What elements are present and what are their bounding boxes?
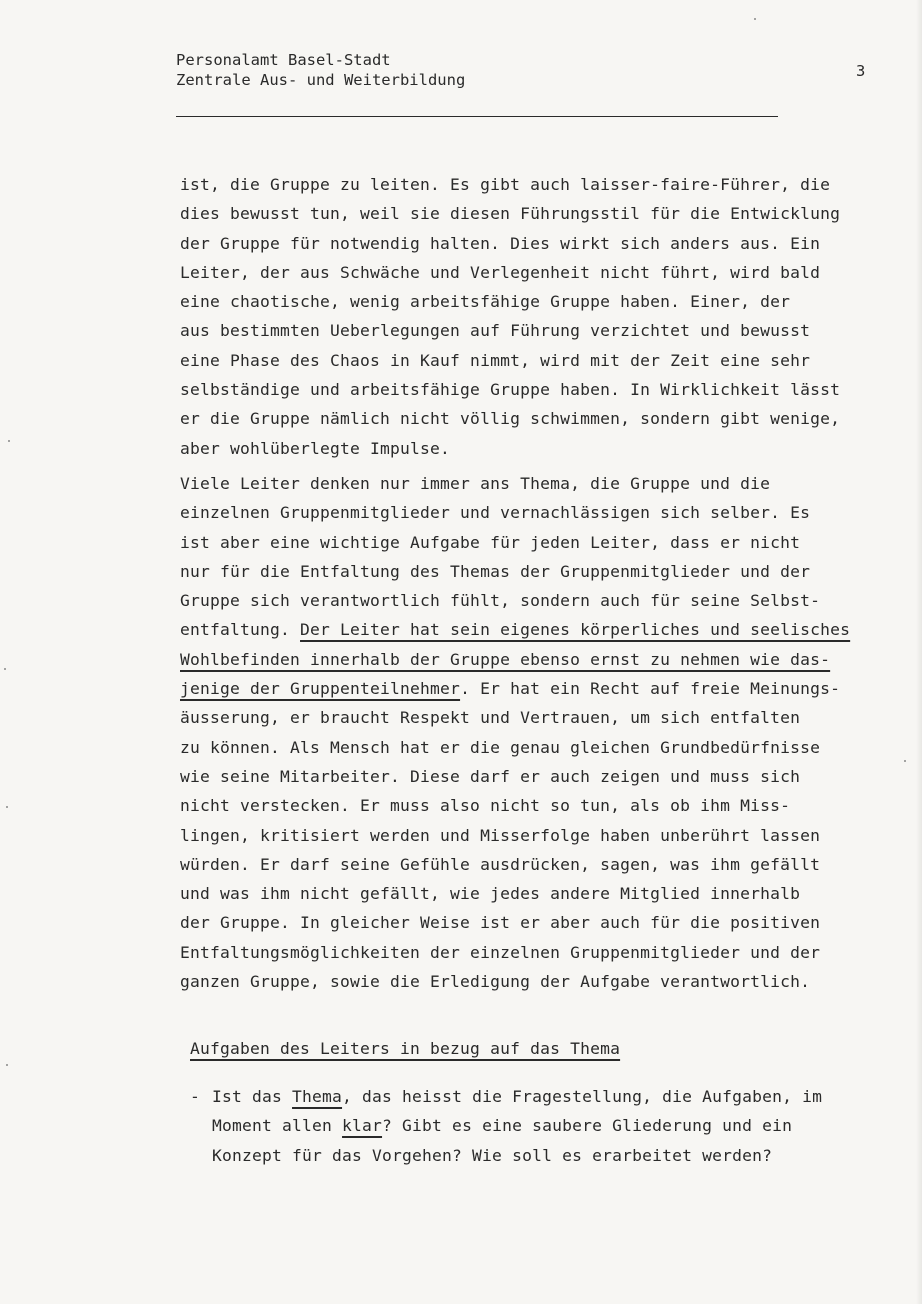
plain-text: . Er hat ein Recht auf freie Meinungs-	[460, 679, 841, 699]
scan-speck	[8, 440, 10, 442]
paragraph-1-line: dies bewusst tun, weil sie diesen Führungsstil für die Entwicklung	[180, 204, 841, 224]
page-edge-shadow	[916, 0, 922, 1304]
paragraph-2-line: äusserung, er braucht Respekt und Vertrauen, um sich entfalten	[180, 708, 801, 728]
paragraph-1-line: er die Gruppe nämlich nicht völlig schwimmen, sondern gibt wenige,	[180, 409, 841, 429]
list-item-line: Konzept für das Vorgehen? Wie soll es erarbeitet werden?	[212, 1145, 773, 1165]
dash-bullet: -	[190, 1087, 201, 1106]
underlined-word: Thema	[292, 1087, 343, 1106]
paragraph-1-line: selbständige und arbeitsfähige Gruppe haben. In Wirklichkeit lässt	[180, 380, 841, 400]
section-heading: Aufgaben des Leiters in bezug auf das Thema	[190, 1039, 621, 1058]
paragraph-2-line	[180, 674, 841, 703]
paragraph-2-line	[180, 615, 851, 644]
underlined-emphasis: Wohlbefinden innerhalb der Gruppe ebenso ernst zu nehmen wie das-	[180, 649, 831, 669]
underlined-emphasis: jenige der Gruppenteilnehmer	[180, 679, 461, 699]
paragraph-2-line	[180, 645, 831, 674]
scan-speck	[904, 760, 906, 762]
paragraph-2-line: der Gruppe. In gleicher Weise ist er aber auch für die positiven	[180, 913, 821, 933]
page-number: 3	[856, 62, 866, 80]
list-item-line	[212, 1111, 822, 1140]
paragraph-1-line: Leiter, der aus Schwäche und Verlegenheit nicht führt, wird bald	[180, 262, 821, 282]
paragraph-2-line: Entfaltungsmöglichkeiten der einzelnen Gruppenmitglieder und der	[180, 942, 821, 962]
paragraph-2-line: wie seine Mitarbeiter. Diese darf er auch zeigen und muss sich	[180, 766, 801, 786]
list-item	[190, 1082, 822, 1170]
plain-text: ? Gibt es eine saubere Gliederung und ein	[382, 1116, 793, 1136]
paragraph-2-line: lingen, kritisiert werden und Misserfolge haben unberührt lassen	[180, 825, 821, 845]
scan-speck	[754, 18, 756, 20]
scan-speck	[4, 668, 6, 670]
scan-speck	[6, 1064, 8, 1066]
body-text	[180, 170, 851, 996]
paragraph-2-line: Viele Leiter denken nur immer ans Thema, die Gruppe und die	[180, 473, 771, 493]
paragraph-2-line: einzelnen Gruppenmitglieder und vernachlässigen sich selber. Es	[180, 503, 811, 523]
paragraph-2-line: ist aber eine wichtige Aufgabe für jeden Leiter, dass er nicht	[180, 532, 801, 552]
paragraph-1-line: der Gruppe für notwendig halten. Dies wirkt sich anders aus. Ein	[180, 233, 821, 253]
plain-text: Ist das	[212, 1087, 293, 1106]
plain-text: Moment allen	[212, 1116, 343, 1136]
paragraph-2-line: und was ihm nicht gefällt, wie jedes andere Mitglied innerhalb	[180, 884, 801, 904]
paragraph-2-line: ganzen Gruppe, sowie die Erledigung der Aufgabe verantwortlich.	[180, 972, 811, 992]
letterhead-line-2: Zentrale Aus- und Weiterbildung	[176, 71, 466, 89]
list-item-text	[212, 1082, 822, 1170]
paragraph-1-line: eine Phase des Chaos in Kauf nimmt, wird mit der Zeit eine sehr	[180, 350, 811, 370]
task-list	[190, 1082, 822, 1170]
letterhead	[176, 50, 465, 90]
paragraph-2-line: würden. Er darf seine Gefühle ausdrücken, sagen, was ihm gefällt	[180, 854, 821, 874]
paragraph-2	[180, 469, 851, 996]
paragraph-2-line: zu können. Als Mensch hat er die genau gleichen Grundbedürfnisse	[180, 737, 821, 757]
paragraph-2-line: nicht verstecken. Er muss also nicht so tun, als ob ihm Miss-	[180, 796, 791, 816]
scan-speck	[6, 806, 8, 808]
paragraph-1-line: aber wohlüberlegte Impulse.	[180, 438, 451, 458]
list-item-line	[212, 1082, 822, 1111]
paragraph-1-line: ist, die Gruppe zu leiten. Es gibt auch laisser-faire-Führer, die	[180, 175, 831, 194]
underlined-emphasis: Der Leiter hat sein eigenes körperliches und seelisches	[300, 620, 851, 640]
underlined-word: klar	[342, 1116, 383, 1136]
paragraph-1-line: aus bestimmten Ueberlegungen auf Führung verzichtet und bewusst	[180, 321, 811, 341]
plain-text: , das heisst die Fragestellung, die Aufgaben, im	[342, 1087, 823, 1106]
paragraph-2-line: Gruppe sich verantwortlich fühlt, sondern auch für seine Selbst-	[180, 591, 821, 611]
header-rule	[176, 116, 778, 117]
paragraph-1	[180, 170, 841, 463]
paragraph-2-line: nur für die Entfaltung des Themas der Gruppenmitglieder und der	[180, 561, 811, 581]
plain-text: entfaltung.	[180, 620, 301, 640]
letterhead-line-1: Personalamt Basel-Stadt	[176, 51, 391, 69]
paragraph-1-line: eine chaotische, wenig arbeitsfähige Gruppe haben. Einer, der	[180, 292, 791, 312]
